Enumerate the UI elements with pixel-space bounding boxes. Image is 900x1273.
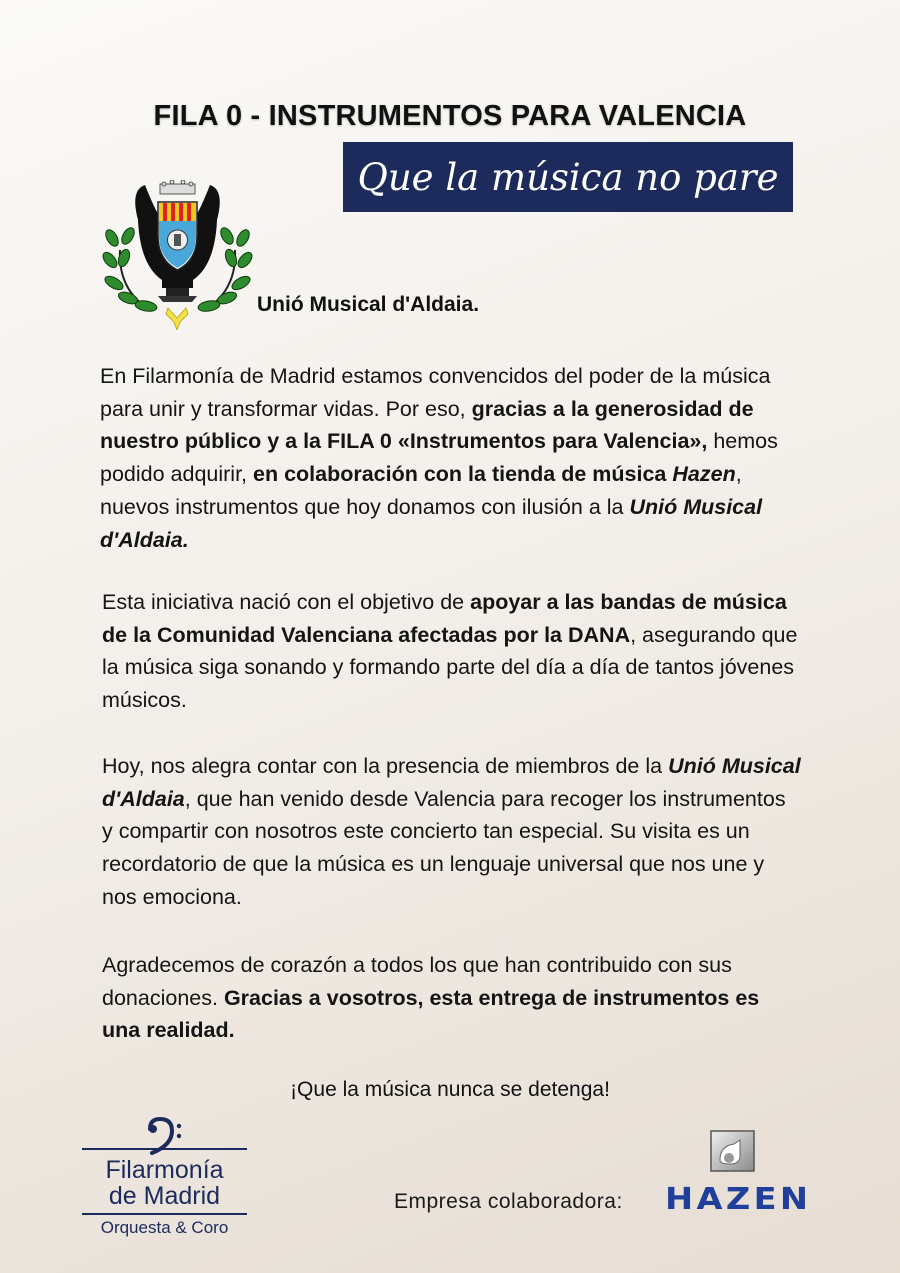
logo-subtitle: Orquesta & Coro [100, 1218, 229, 1237]
text-span: , asegurando que la música siga sonando y formando parte del día a día de tantos jóvenes músicos. [102, 622, 798, 713]
lyre-crest-icon [100, 180, 255, 330]
hazen-wordmark: HAZEN [665, 1182, 812, 1217]
logo-rule-bottom [82, 1213, 247, 1215]
paragraph-visit [102, 750, 802, 914]
sponsor-label: Empresa colaboradora: [394, 1190, 623, 1213]
paragraph-initiative [102, 586, 802, 717]
logo-rule-top [82, 1148, 247, 1150]
bold-span: Gracias a vosotros, esta entrega de instrumentos es una realidad. [102, 985, 760, 1043]
slogan-banner: Que la música no pare [343, 142, 793, 212]
text-span: hemos podido adquirir, [100, 429, 778, 487]
text-span: , que han venido desde Valencia para recoger los instrumentos y compartir con nosotros este concierto tan especial. Su visita es un recordatorio de que la música es un lenguaje universal que nos une y nos emociona. [102, 786, 786, 909]
bold-span: gracias a la generosidad de nuestro público y a la FILA 0 «Instrumentos para Valencia», [100, 396, 754, 454]
bold-span: apoyar a las bandas de música de la Comunidad Valenciana afectadas por la DANA [102, 590, 787, 647]
logo-name-line2: de Madrid [108, 1182, 221, 1210]
recipient-name: Unió Musical d'Aldaia. [257, 293, 480, 316]
page-title: FILA 0 - INSTRUMENTOS PARA VALENCIA [153, 100, 747, 132]
logo-name-line1: Filarmonía [105, 1156, 224, 1184]
bold-italic-span: Unió Musical d'Aldaia. [100, 494, 763, 552]
text-span: Agradecemos de corazón a todos los que han contribuido con sus donaciones. [102, 953, 732, 1010]
bold-italic-span: Unió Musical d'Aldaia [102, 754, 801, 811]
paragraph-intro [100, 360, 800, 556]
filarmonia-logo [82, 1115, 247, 1245]
bold-span: en colaboración con la tienda de música [253, 462, 673, 487]
bold-italic-span: Hazen [672, 462, 736, 487]
paragraph-thanks [102, 949, 802, 1047]
closing-line: ¡Que la música nunca se detenga! [290, 1078, 610, 1101]
text-span: En Filarmonía de Madrid estamos convencidos del poder de la música para unir y transformar vidas. Por eso, [100, 364, 771, 421]
text-span: Hoy, nos alegra contar con la presencia de miembros de la [102, 754, 669, 778]
text-span: , nuevos instrumentos que hoy donamos con ilusión a la [100, 462, 742, 519]
hazen-logo-icon [710, 1130, 755, 1172]
text-span: Esta iniciativa nació con el objetivo de [102, 590, 471, 614]
